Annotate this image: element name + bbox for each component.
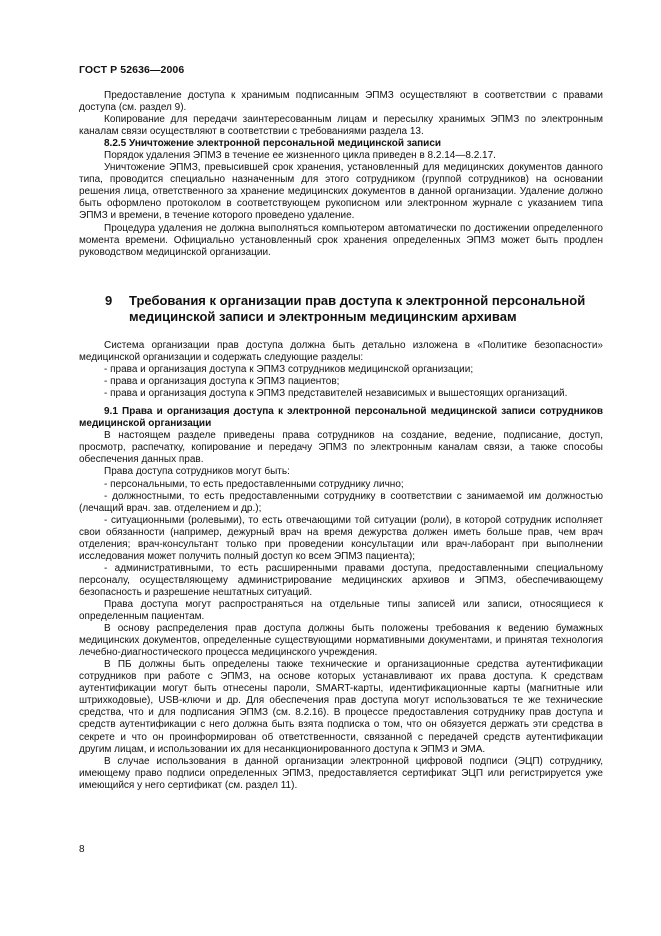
paragraph: Процедура удаления не должна выполняться компьютером автоматически по достижении определенного момента времени. Официально установленный срок хранения определенных ЭПМЗ может быть продлен руководством медицинской организации. — [79, 222, 603, 258]
paragraph: Предоставление доступа к хранимым подписанным ЭПМЗ осуществляют в соответствии с правами доступа (см. раздел 9). — [79, 90, 603, 114]
section-8-2-text — [79, 90, 603, 259]
paragraph: В основу распределения прав доступа должны быть положены требования к ведению бумажных медицинских документов, определенные существующими нормативными документами, и принятая технология лечебно-диагностического процесса медицинского учреждения. — [79, 623, 603, 659]
list-item: - права и организация доступа к ЭПМЗ представителей независимых и вышестоящих организаций. — [104, 388, 568, 400]
subsection-title-9-1: 9.1 Права и организация доступа к электронной персональной медицинской записи сотрудников медицинской организации — [79, 406, 603, 430]
page-number: 8 — [79, 844, 85, 855]
section-title-line1: Требования к организации прав доступа к электронной персональной — [129, 293, 586, 308]
section-title-line2: медицинской записи и электронным медицинским архивам — [129, 309, 517, 324]
paragraph: Система организации прав доступа должна быть детально изложена в «Политике безопасности» медицинской организации и содержать следующие разделы: — [79, 340, 603, 364]
list-item: - административными, то есть расширенными правами доступа, предоставленными специальному персоналу, осуществляющему администрирование медицинских архивов и ЭПМЗ, обеспечивающему безопасность и разрешение нештатных ситуаций. — [79, 562, 603, 598]
document-header: ГОСТ Р 52636—2006 — [79, 64, 185, 76]
subsection-title-8-2-5: 8.2.5 Уничтожение электронной персональной медицинской записи — [104, 138, 442, 150]
paragraph: В случае использования в данной организации электронной цифровой подписи (ЭЦП) сотруднику, имеющему право подписи определенных ЭПМЗ, предоставляется сертификат ЭЦП или регистрируется уже имеющийся у него сертификат (см. раздел 11). — [79, 755, 603, 791]
paragraph: В ПБ должны быть определены также технические и организационные средства аутентификации сотрудников при работе с ЭПМЗ, на основе которых устанавливают их права доступа. К средствам аутентификации могут быть отнесены пароли, SMART-карты, идентификационные карты (магнитные или штрихкодовые), USB-ключи и др. Для обеспечения прав доступа могут использоваться те же технические средства, что и для подписания ЭПМЗ (см. 8.2.16). В процессе предоставления сотруднику прав доступа и средств аутентификации с него должна быть взята подписка о том, что он обязуется держать эти средства в секрете и что он проинформирован об ответственности, связанной с передачей средств аутентификации другим лицам, и использовании их для несанкционированного доступа к ЭПМЗ и ЭМА. — [79, 659, 603, 755]
paragraph: Уничтожение ЭПМЗ, превысившей срок хранения, установленный для медицинских документов данного типа, проводится специально назначенным для этого сотрудником (группой сотрудников) на основании решения лица, ответственного за хранение медицинских документов в данной организации. Удаление должно быть оформлено протоколом в соответствующем рукописном или электронном журнале с указанием типа ЭПМЗ и времени, в течение которого проведено удаление. — [79, 162, 603, 222]
list-item: - должностными, то есть предоставленными сотруднику в соответствии с занимаемой им должностью (лечащий врач. зав. отделением и др.); — [79, 490, 603, 514]
list-item: - персональными, то есть предоставленными сотруднику лично; — [104, 478, 404, 490]
paragraph: Копирование для передачи заинтересованным лицам и пересылку хранимых ЭПМЗ по электронным каналам связи осуществляют в соответствии с требованиями раздела 13. — [79, 114, 603, 138]
section-number: 9 — [105, 293, 113, 308]
section-9-heading — [79, 293, 603, 325]
paragraph: Права доступа сотрудников могут быть: — [104, 466, 290, 478]
paragraph: В настоящем разделе приведены права сотрудников на создание, ведение, подписание, доступ, просмотр, распечатку, копирование и передачу ЭПМЗ по электронным каналам связи, а также способы обеспечения данных прав. — [79, 430, 603, 466]
list-item: - права и организация доступа к ЭПМЗ пациентов; — [104, 376, 340, 388]
paragraph: Порядок удаления ЭПМЗ в течение ее жизненного цикла приведен в 8.2.14—8.2.17. — [104, 150, 496, 162]
list-item: - ситуационными (ролевыми), то есть отвечающими той ситуации (роли), в которой сотрудник исполняет свои обязанности (например, дежурный врач на время дежурства должен иметь больше прав, чем врач отделения; врач-консультант только при проведении консультации или врач-лаборант при выполнении исследования может получить полный доступ ко всем ЭПМЗ пациента); — [79, 514, 603, 562]
list-item: - права и организация доступа к ЭПМЗ сотрудников медицинской организации; — [104, 364, 474, 376]
section-9-text — [79, 340, 603, 792]
paragraph: Права доступа могут распространяться на отдельные типы записей или записи, относящиеся к определенным пациентам. — [79, 598, 603, 623]
